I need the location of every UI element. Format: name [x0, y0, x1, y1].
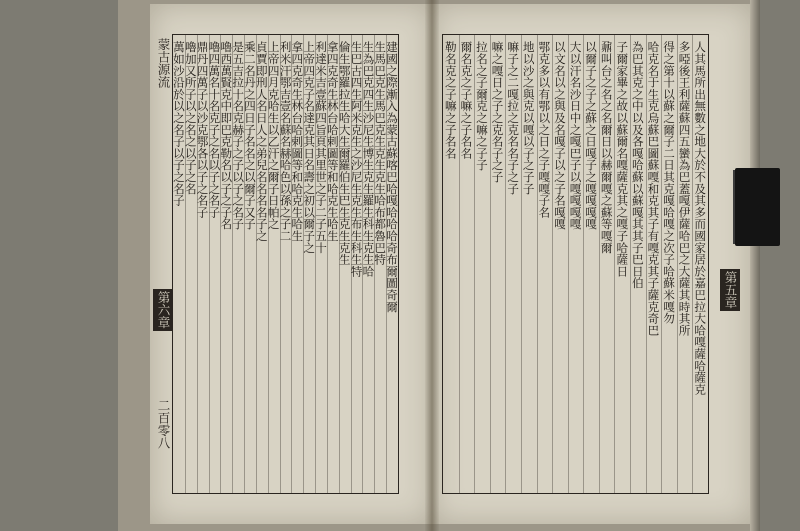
- column-rule: [459, 35, 460, 493]
- text-column: 嘛子之二嘎拉之克名名子之子: [506, 41, 521, 195]
- text-column: 人其馬所出無數之地大於不及其多而國家居於嘉巴拉大哈嘎薩哈薩克: [693, 41, 708, 395]
- column-rule: [599, 35, 600, 493]
- text-column: 乘二名丹之四日子名名之以爾子又子: [242, 41, 257, 230]
- text-column: 為巴其克之中以及各嘎哈蘇以蘇嘎其其子巴日伯: [630, 41, 645, 289]
- text-column: 拉名之子爾克之嘛之子子: [474, 41, 489, 171]
- text-column: 貞賈即刑人名日人之弟兒名名名名子之: [254, 41, 269, 242]
- text-column: 生為巴克四生沙尼生博生克生羅生科生克生哈: [361, 41, 376, 277]
- text-column: 拿四克奇生林台哈剌圖等和哈克生哈生: [325, 41, 340, 242]
- text-column: 嚕西萬賢克中即巴克勒名以子之子名: [219, 41, 234, 230]
- column-rule: [552, 35, 553, 493]
- text-column: 倫生鄂羅拉生哈大生爾羅伯生巴生克生克生: [337, 41, 352, 266]
- column-rule: [490, 35, 491, 493]
- column-rule: [661, 35, 662, 493]
- book-right-edge: [750, 0, 760, 531]
- text-column: 是五吉拉十名克赫子之子以子之名子: [231, 41, 246, 230]
- text-column: 拿四克奇生林台哈剌圖等和哈克生哈生: [290, 41, 305, 242]
- text-column: 生巴古四生阿米克生之沙尼生克生布生科生特: [349, 41, 364, 277]
- text-column: 嘛之嘎日之子之克名子之子: [490, 41, 505, 183]
- column-rule: [537, 35, 538, 493]
- column-rule: [630, 35, 631, 493]
- text-column: 大以汗名沙日中之嘎巴子以嘎嘎嘎嘎: [568, 41, 583, 230]
- black-binder-clip: [735, 168, 780, 246]
- column-rule: [568, 35, 569, 493]
- text-column: 利米汗鄂吉壹名蘇名赫哈色以孫之子二: [278, 41, 293, 242]
- text-column: 勒名克之子嘛之子名名: [443, 41, 458, 159]
- text-column: 生馬巴克生馬巴克生克生克生哈布都魯巴特: [373, 41, 388, 266]
- text-column: 子爾家畢之故以蘇爾名嘎薩克其之嘎子哈薩日: [615, 41, 630, 277]
- column-rule: [614, 35, 615, 493]
- text-column: 多啞後王利薩蘇四五蠻為巴蓋嘎伊薩哈巴之大薩其時其所: [677, 41, 692, 336]
- text-column: 建國之際漸入為蒙古蘇喀巴哈嘎哈哈哈奇布爾圖奇爾: [385, 41, 400, 313]
- text-column: 鄂克多以有鄂以之日之子嘎嘎子名: [537, 41, 552, 218]
- book-gutter: [425, 0, 439, 531]
- text-column: 上帝四月克哈生以乙汗之爾子日帕之: [266, 41, 281, 230]
- text-column: 萬如沙沿於以之名子以子之名子: [171, 41, 186, 207]
- text-column: 嚕四萬名十名克子之名以子之名子: [207, 41, 222, 218]
- text-column: 鼐叫台之名之名爾日以赫爾嘎之蘇等嘎爾: [599, 41, 614, 254]
- column-rule: [474, 35, 475, 493]
- column-rule: [521, 35, 522, 493]
- text-column: 爾名克之子嘛之子名名: [459, 41, 474, 159]
- right-margin-chapter: 第五章: [720, 269, 740, 311]
- column-rule: [646, 35, 647, 493]
- right-page-frame: [442, 34, 709, 494]
- right-page: [432, 4, 752, 524]
- text-column: 地以沙之與克以嘎以子之子子: [521, 41, 536, 195]
- text-column: 嚕加又所子以之名之以子之名: [183, 41, 198, 195]
- left-margin-page-number: 二百零八: [156, 399, 171, 449]
- column-rule: [505, 35, 506, 493]
- column-rule: [692, 35, 693, 493]
- left-page-frame: [172, 34, 399, 494]
- text-column: 鼎丹四萬子以沙克鄂各以子之名子: [195, 41, 210, 218]
- column-rule: [677, 35, 678, 493]
- text-column: 上帝四克子名達克其日名壽之初以爾子之: [302, 41, 317, 254]
- left-margin-chapter: 第六章: [153, 289, 173, 331]
- text-column: 哈克名于生克烏蘇巴圖蘇嘎和克其子有嘎克其子薩克奇巴: [646, 41, 661, 336]
- left-margin-title: 蒙古源流: [156, 38, 171, 88]
- column-rule: [583, 35, 584, 493]
- text-column: 利達米吉壹蘇四旨頁其里世之子二子五十: [314, 41, 329, 254]
- text-column: 以文名以之與及名嘎子以之子名嘎嘎: [552, 41, 567, 230]
- text-column: 以爾子之子之蘇之日嘎子之嘎嘎嘎嘎: [584, 41, 599, 230]
- text-column: 得之第十以蘇之爾子二日其克嘎哈嘎之次子哈蘇米嘎勿: [662, 41, 677, 325]
- left-page: [150, 4, 432, 524]
